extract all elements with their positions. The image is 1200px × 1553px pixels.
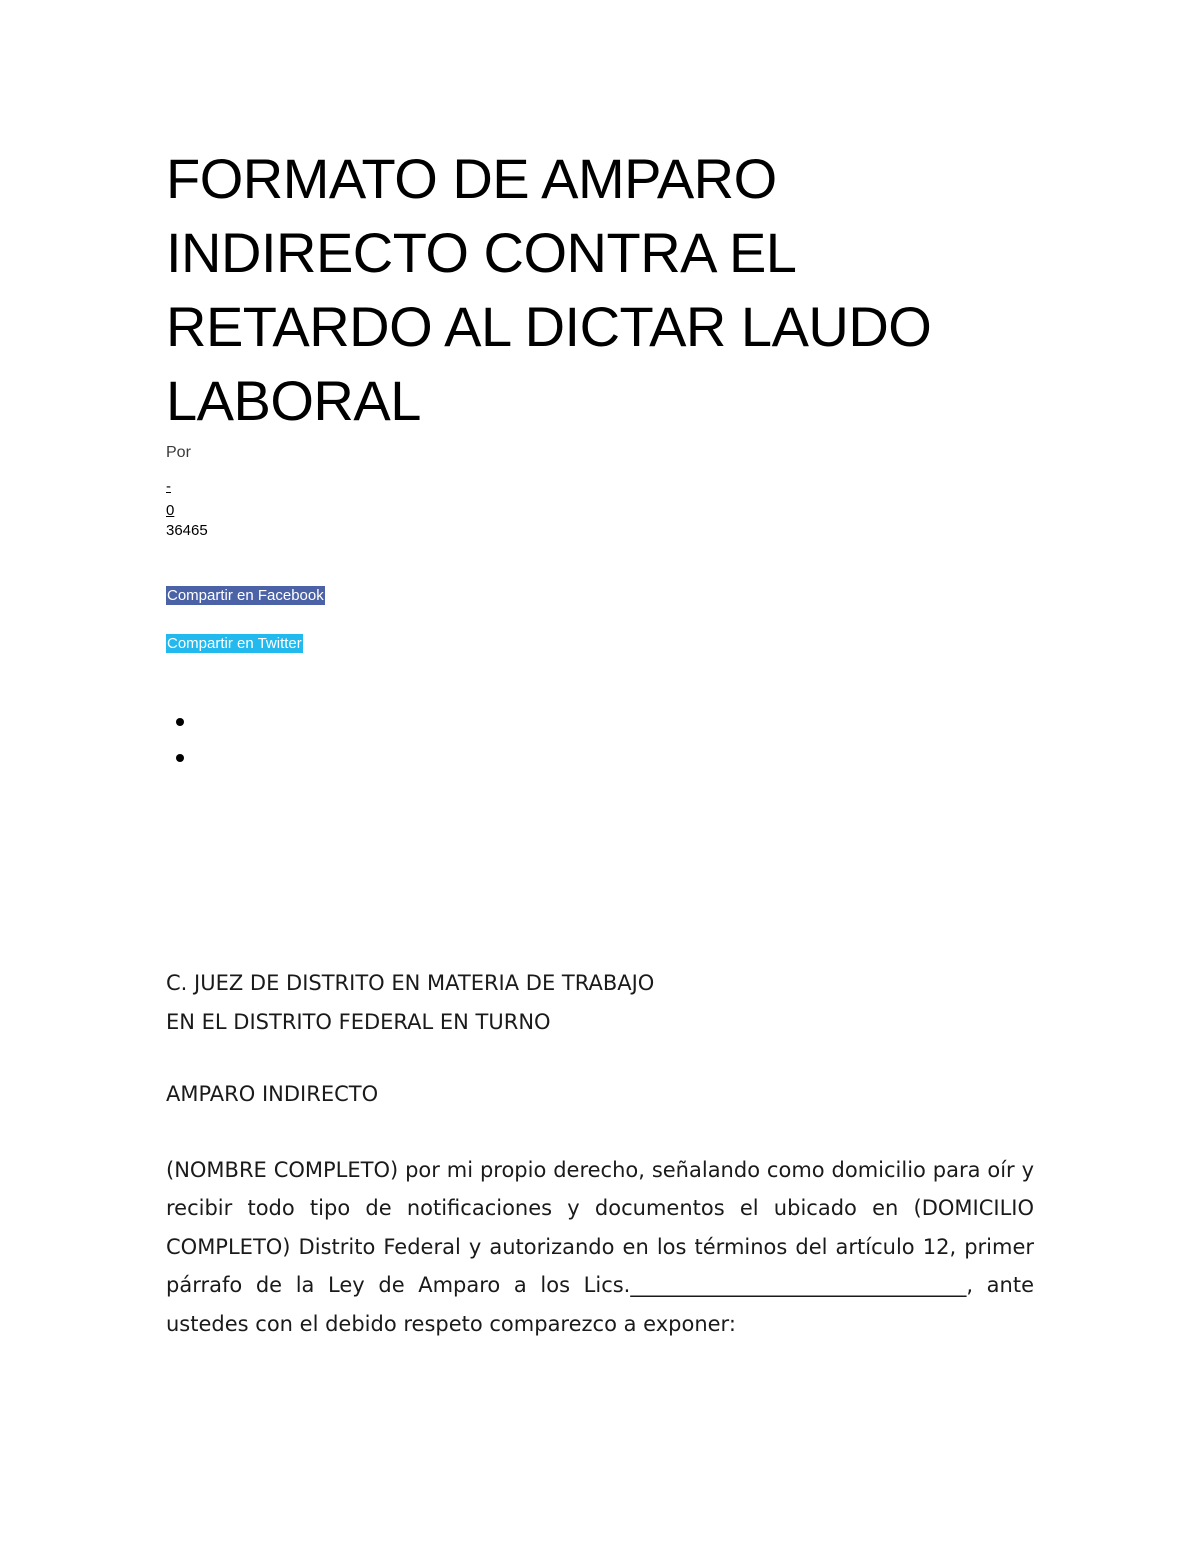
bullet-icon [176, 718, 184, 726]
document-title: FORMATO DE AMPARO INDIRECTO CONTRA EL RETARDO AL DICTAR LAUDO LABORAL [166, 147, 932, 432]
addressee-line: C. JUEZ DE DISTRITO EN MATERIA DE TRABAJO [166, 971, 655, 995]
list-item [166, 714, 206, 750]
author-link[interactable]: - [166, 478, 171, 495]
share-twitter-button[interactable]: Compartir en Twitter [167, 635, 302, 652]
body-paragraph: (NOMBRE COMPLETO) por mi propio derecho, señalando como domicilio para oír y recibir todo tipo de notificaciones y documentos el ubicado en (DOMICILIO COMPLETO) Distrito Federal y autorizando en los términos del artículo 12, primer párrafo de la Ley de Amparo a los Lics.________________________________, ante ustedes con el debido respeto comparezco a exponer: [166, 1158, 1034, 1336]
byline-label: Por [166, 444, 191, 461]
addressee-block [166, 964, 654, 1042]
case-type-heading: AMPARO INDIRECTO [166, 1082, 379, 1106]
bullet-icon [176, 754, 184, 762]
addressee-line: EN EL DISTRITO FEDERAL EN TURNO [166, 1010, 551, 1034]
empty-bullet-list [166, 714, 206, 786]
views-count: 36465 [166, 522, 208, 539]
share-facebook-button[interactable]: Compartir en Facebook [167, 587, 324, 604]
comments-count-link[interactable]: 0 [166, 502, 175, 519]
list-item [166, 750, 206, 786]
